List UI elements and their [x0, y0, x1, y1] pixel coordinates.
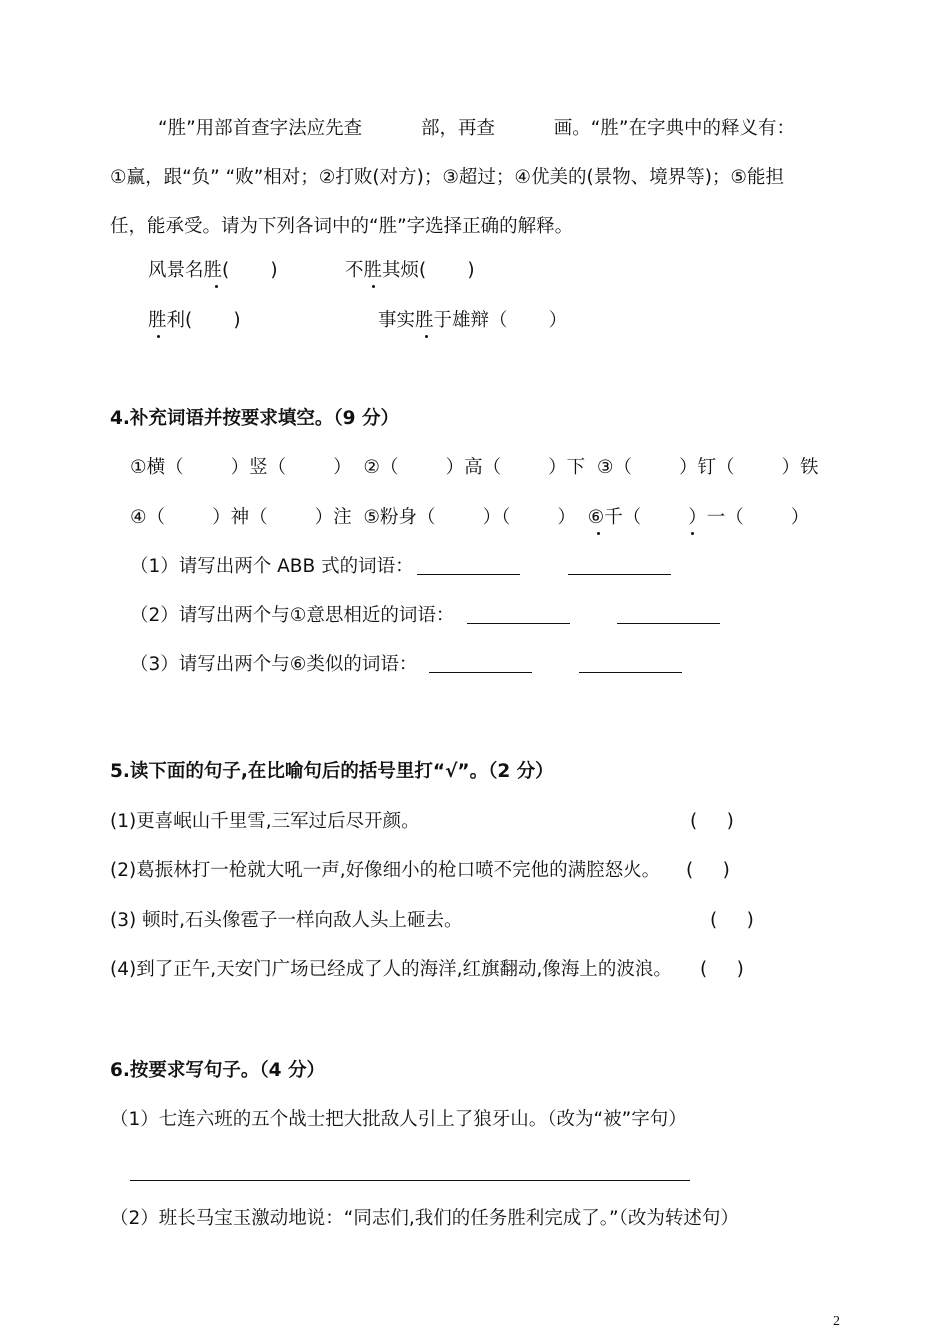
answer-blank[interactable] — [417, 574, 520, 575]
emphasis-dot — [372, 285, 375, 288]
q3-word-fengjing: 风景名胜( ) — [148, 260, 278, 281]
q3-line-2: ①赢，跟“负” “败”相对；②打败(对方)；③超过；④优美的(景物、境界等)；⑤能担 — [110, 167, 785, 188]
q5-answer-bracket-4[interactable]: ( ) — [700, 959, 744, 980]
q4-row-2: ④（ ）神（ ）注 ⑤粉身（ ）（ ） ⑥千（ ）一（ ） — [130, 507, 810, 528]
q5-item-4: (4)到了正午,天安门广场已经成了人的海洋,红旗翻动,像海上的波浪。 — [110, 959, 672, 980]
answer-blank[interactable] — [568, 574, 671, 575]
q5-title: 5.读下面的句子,在比喻句后的括号里打“√”。（2 分） — [110, 761, 554, 782]
emphasis-dot — [215, 285, 218, 288]
q4-sub-1: （1）请写出两个 ABB 式的词语： — [130, 556, 414, 577]
answer-blank[interactable] — [579, 672, 682, 673]
emphasis-dot — [691, 532, 694, 535]
q5-answer-bracket-3[interactable]: ( ) — [710, 910, 754, 931]
answer-blank[interactable] — [617, 623, 720, 624]
answer-blank[interactable] — [467, 623, 570, 624]
q5-item-2: (2)葛振林打一枪就大吼一声,好像细小的枪口喷不完他的满腔怒火。 — [110, 860, 661, 881]
q4-title: 4.补充词语并按要求填空。（9 分） — [110, 408, 399, 429]
q6-item-2: （2）班长马宝玉激动地说：“同志们,我们的任务胜利完成了。”（改为转述句） — [110, 1208, 739, 1229]
answer-blank[interactable] — [429, 672, 532, 673]
page-number: 2 — [833, 1314, 840, 1329]
q6-title: 6.按要求写句子。（4 分） — [110, 1060, 325, 1081]
q5-answer-bracket-1[interactable]: ( ) — [690, 811, 734, 832]
q5-answer-bracket-2[interactable]: ( ) — [686, 860, 730, 881]
q4-sub-2: （2）请写出两个与①意思相近的词语： — [130, 605, 455, 626]
q3-line-3: 任，能承受。请为下列各词中的“胜”字选择正确的解释。 — [110, 216, 574, 237]
q3-word-shengli: 胜利( ) — [148, 310, 241, 331]
q3-word-bushengqifan: 不胜其烦( ) — [345, 260, 475, 281]
q6-item-1: （1）七连六班的五个战士把大批敌人引上了狼牙山。（改为“被”字句） — [110, 1109, 687, 1130]
q3-line-1: “胜”用部首查字法应先查 部，再查 画。“胜”在字典中的释义有： — [158, 118, 795, 139]
emphasis-dot — [157, 335, 160, 338]
answer-line[interactable] — [130, 1180, 690, 1181]
q5-item-1: (1)更喜岷山千里雪,三军过后尽开颜。 — [110, 811, 420, 832]
emphasis-dot — [425, 335, 428, 338]
emphasis-dot — [597, 532, 600, 535]
q5-item-3: (3) 顿时,石头像雹子一样向敌人头上砸去。 — [110, 910, 463, 931]
q4-sub-3: （3）请写出两个与⑥类似的词语： — [130, 654, 418, 675]
q3-word-shishi: 事实胜于雄辩（ ） — [378, 310, 568, 331]
q4-row-1: ①横（ ）竖（ ） ②（ ）高（ ）下 ③（ ）钉（ ）铁 — [130, 457, 819, 478]
